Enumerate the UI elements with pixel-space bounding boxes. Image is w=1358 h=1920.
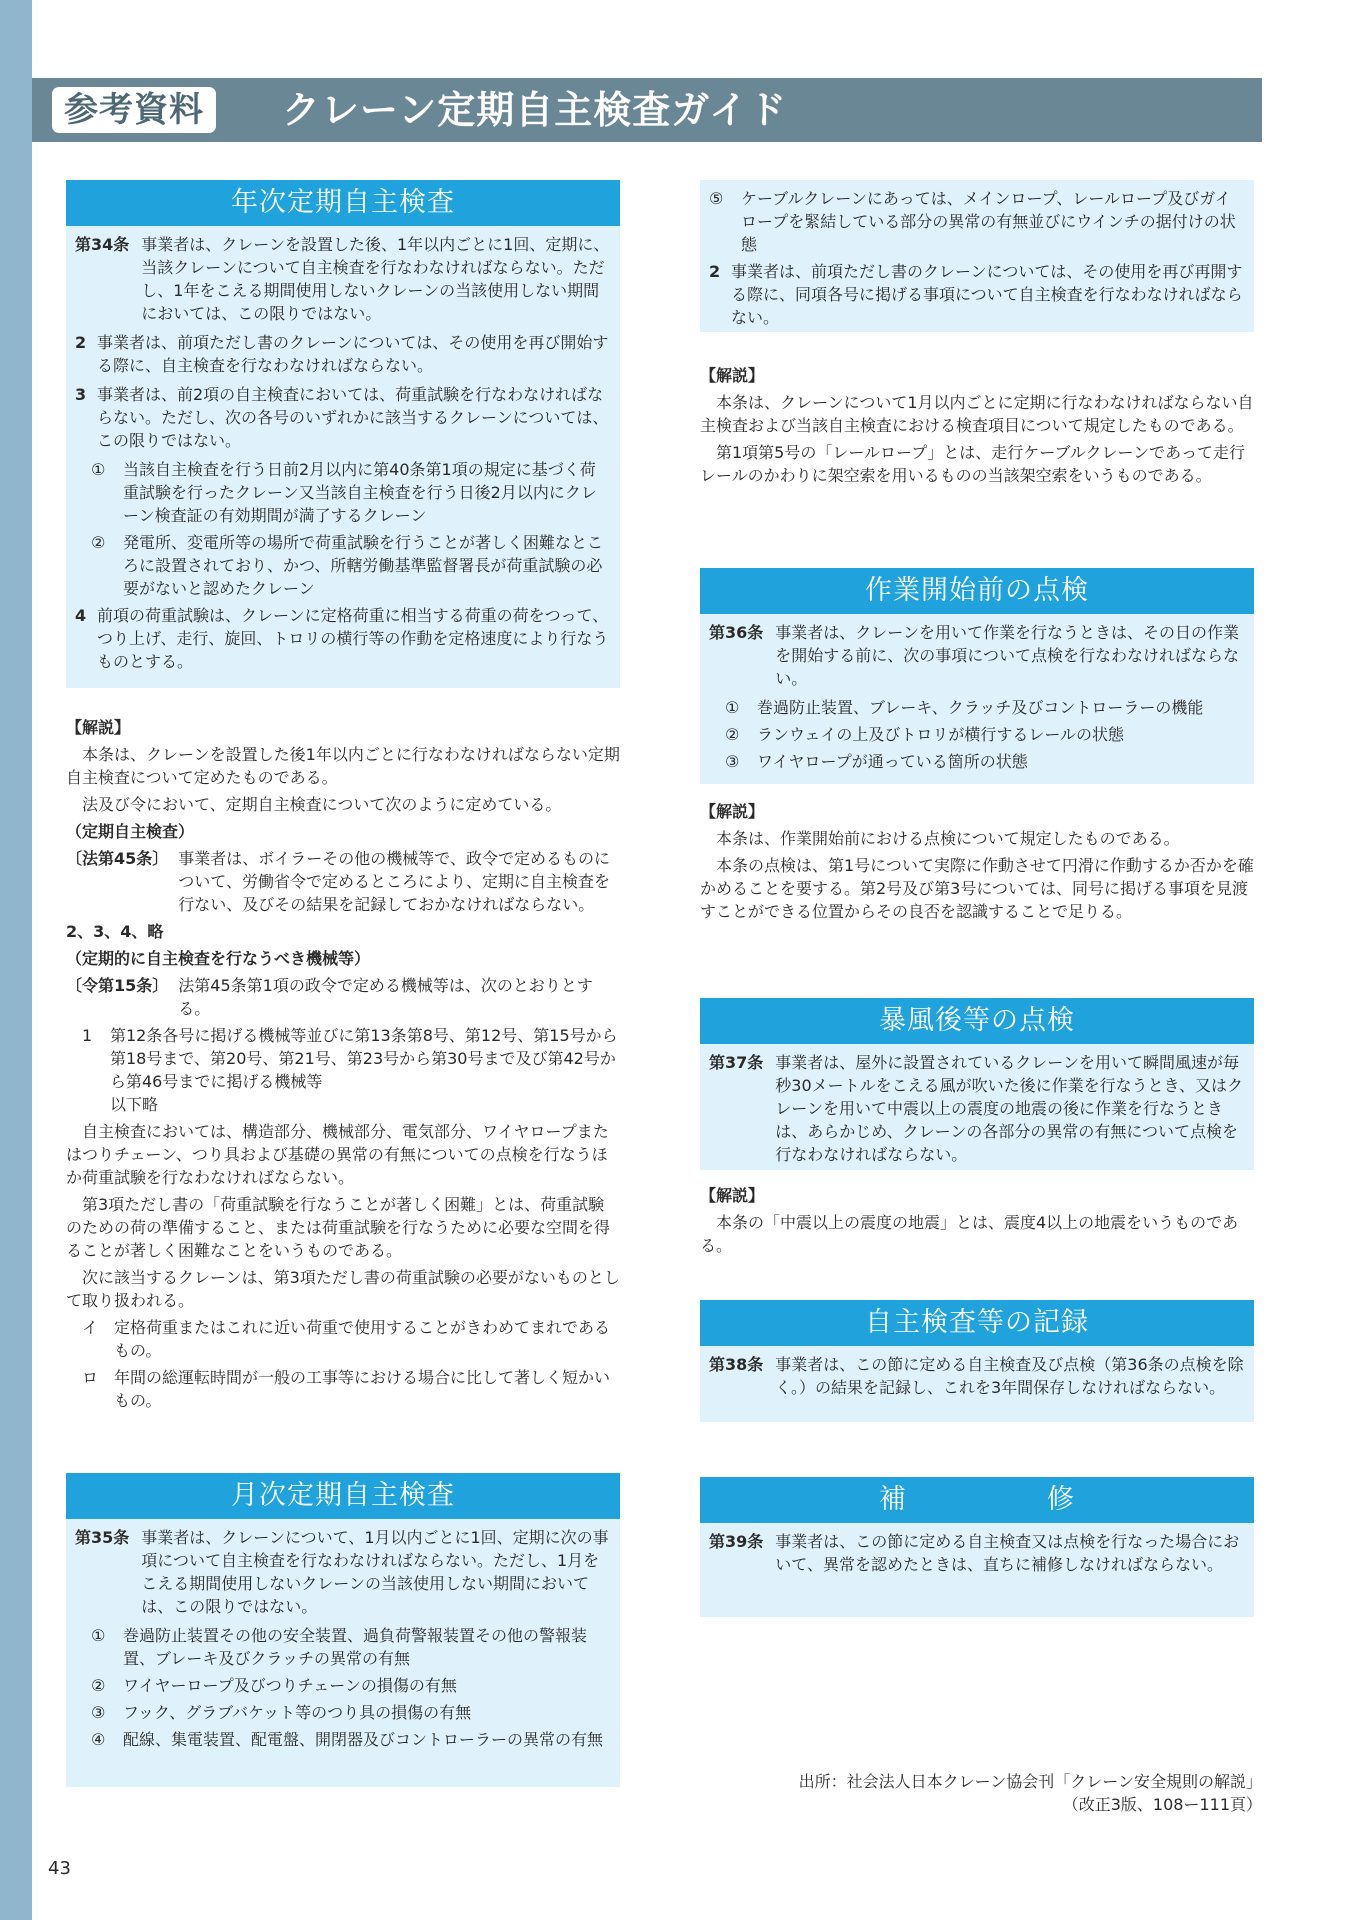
item-marker: イ bbox=[82, 1318, 99, 1337]
article-35 bbox=[75, 1526, 611, 1618]
article-36-box bbox=[700, 614, 1254, 784]
item-text: ケーブルクレーンにあっては、メインロープ、レールロープ及びガイロープを緊結している部分の異常の有無並びにウインチの据付けの状態 bbox=[741, 189, 1236, 254]
order-text: 法第45条第1項の政令で定める機械等は、次のとおりとする。 bbox=[178, 976, 593, 1018]
item-text: 配線、集電装置、配電盤、開閉器及びコントローラーの異常の有無 bbox=[123, 1730, 604, 1749]
item-text: ワイヤーロープ及びつりチェーンの損傷の有無 bbox=[123, 1676, 457, 1695]
list-item bbox=[91, 531, 611, 600]
item-marker: ③ bbox=[725, 752, 740, 771]
page-title: クレーン定期自主検査ガイド bbox=[282, 88, 788, 132]
commentary-text: 本条の「中震以上の震度の地震」とは、震度4以上の地震をいうものである。 bbox=[700, 1213, 1239, 1255]
commentary-heading: 【解説】 bbox=[66, 718, 131, 737]
article-38 bbox=[709, 1353, 1245, 1399]
list-item bbox=[91, 1701, 611, 1724]
item-marker: ⑤ bbox=[709, 189, 724, 208]
article-text: 事業者は、クレーンを設置した後、1年以内ごとに1回、定期に、当該クレーンについて自主検査を行なわなければならない。ただし、1年をこえる期間使用しないクレーンの当該使用しない期間においては、この限りではない。 bbox=[141, 235, 610, 323]
list-item bbox=[91, 458, 611, 527]
paragraph-2 bbox=[75, 331, 611, 377]
paragraph-3 bbox=[75, 383, 611, 452]
item-text: ワイヤロープが通っている箇所の状態 bbox=[757, 752, 1028, 771]
article-36 bbox=[709, 621, 1245, 690]
article-37 bbox=[709, 1051, 1245, 1166]
commentary-34 bbox=[66, 716, 620, 1416]
item-text: 発電所、変電所等の場所で荷重試験を行うことが著しく困難なところに設置されており、かつ、所轄労働基準監督署長が荷重試験の必要がないと認めたクレーン bbox=[123, 533, 604, 598]
list-item bbox=[725, 696, 1245, 719]
article-text: 事業者は、この節に定める自主検査又は点検を行なった場合において、異常を認めたときは、直ちに補修しなければならない。 bbox=[775, 1532, 1240, 1574]
commentary-heading: 【解説】 bbox=[700, 366, 765, 385]
item-text: 定格荷重またはこれに近い荷重で使用することがきわめてまれであるもの。 bbox=[114, 1318, 611, 1360]
omitted-note: 以下略 bbox=[110, 1095, 159, 1114]
law-45 bbox=[66, 847, 620, 916]
item-marker: ④ bbox=[91, 1730, 106, 1749]
article-label: 第35条 bbox=[75, 1528, 130, 1547]
law-label: 〔法第45条〕 bbox=[66, 849, 169, 868]
side-strip bbox=[0, 0, 32, 1920]
item-marker: ② bbox=[91, 1676, 106, 1695]
commentary-text: 自主検査においては、構造部分、機械部分、電気部分、ワイヤロープまたはつりチェーン、つり具および基礎の異常の有無についての点検を行なうほか荷重試験を行なわなければならない。 bbox=[66, 1122, 609, 1187]
paragraph-number: 2 bbox=[709, 262, 721, 281]
paragraph-text: 事業者は、前項ただし書のクレーンについては、その使用を再び開始する際に、自主検査を行なわなければならない。 bbox=[97, 333, 609, 375]
commentary-text: 本条は、クレーンを設置した後1年以内ごとに行なわなければならない定期自主検査について定めたものである。 bbox=[66, 745, 620, 787]
list-item bbox=[91, 1728, 611, 1751]
subheading: （定期自主検査） bbox=[66, 822, 195, 841]
item-text: 当該自主検査を行う日前2月以内に第40条第1項の規定に基づく荷重試験を行ったクレーン又当該自主検査を行う日後2月以内にクレーン検査証の有効期間が満了するクレーン bbox=[123, 460, 597, 525]
item-text: 第12条各号に掲げる機械等並びに第13条第8号、第12号、第15号から第18号まで、第20号、第21号、第23号から第30号まで及び第42号から第46号までに掲げる機械等 bbox=[110, 1026, 618, 1091]
commentary-text: 本条の点検は、第1号について実際に作動させて円滑に作動するか否かを確かめることを要する。第2号及び第3号については、同号に掲げる事項を見渡すことができる位置からその良否を認識することで足りる。 bbox=[700, 856, 1254, 921]
commentary-text: 本条は、クレーンについて1月以内ごとに定期に行なわなければならない自主検査および当該自主検査における検査項目について規定したものである。 bbox=[700, 393, 1254, 435]
order-item-1 bbox=[82, 1024, 620, 1093]
source-line: （改正3版、108ー111頁） bbox=[1062, 1795, 1262, 1814]
item-marker: ロ bbox=[82, 1368, 99, 1387]
list-item bbox=[709, 187, 1245, 256]
section-title-annual: 年次定期自主検査 bbox=[66, 180, 620, 226]
list-item bbox=[91, 1674, 611, 1697]
commentary-text: 次に該当するクレーンは、第3項ただし書の荷重試験の必要がないものとして取り扱われる。 bbox=[66, 1268, 620, 1310]
article-text: 事業者は、クレーンについて、1月以内ごとに1回、定期に次の事項について自主検査を行なわなければならない。ただし、1月をこえる期間使用しないクレーンの当該使用しない期間においては、この限りではない。 bbox=[141, 1528, 609, 1616]
commentary-35 bbox=[700, 364, 1254, 491]
paragraph-4 bbox=[75, 604, 611, 673]
item-text: 巻過防止装置、ブレーキ、クラッチ及びコントローラーの機能 bbox=[757, 698, 1204, 717]
abbreviation: 2、3、4、略 bbox=[66, 922, 164, 941]
commentary-text: 法及び令において、定期自主検査について次のように定めている。 bbox=[82, 795, 562, 814]
item-marker: ① bbox=[91, 460, 106, 479]
article-38-box bbox=[700, 1346, 1254, 1422]
item-marker: ① bbox=[91, 1626, 106, 1645]
item-text: フック、グラブバケット等のつり具の損傷の有無 bbox=[123, 1703, 472, 1722]
commentary-heading: 【解説】 bbox=[700, 802, 765, 821]
order-label: 〔令第15条〕 bbox=[66, 976, 169, 995]
subheading: （定期的に自主検査を行なうべき機械等） bbox=[66, 949, 371, 968]
article-39-box bbox=[700, 1523, 1254, 1617]
list-item bbox=[725, 723, 1245, 746]
paragraph-number: 3 bbox=[75, 385, 87, 404]
commentary-36 bbox=[700, 800, 1254, 927]
list-item bbox=[82, 1366, 620, 1412]
article-text: 事業者は、この節に定める自主検査及び点検（第36条の点検を除く。）の結果を記録し、これを3年間保存しなければならない。 bbox=[775, 1355, 1244, 1397]
commentary-37 bbox=[700, 1184, 1254, 1261]
item-marker: ② bbox=[91, 533, 106, 552]
article-label: 第34条 bbox=[75, 235, 130, 254]
paragraph-text: 事業者は、前項ただし書のクレーンについては、その使用を再び再開する際に、同項各号に掲げる事項について自主検査を行なわなければならない。 bbox=[731, 262, 1243, 327]
law-text: 事業者は、ボイラーその他の機械等で、政令で定めるものについて、労働省令で定めるところにより、定期に自主検査を行ない、及びその結果を記録しておかなければならない。 bbox=[178, 849, 610, 914]
item-text: 巻過防止装置その他の安全装置、過負荷警報装置その他の警報装置、ブレーキ及びクラッチの異常の有無 bbox=[123, 1626, 588, 1668]
reference-badge: 参考資料 bbox=[52, 87, 216, 133]
article-text: 事業者は、クレーンを用いて作業を行なうときは、その日の作業を開始する前に、次の事項について点検を行なわなければならない。 bbox=[775, 623, 1239, 688]
section-title-records: 自主検査等の記録 bbox=[700, 1300, 1254, 1346]
item-text: ランウェイの上及びトロリが横行するレールの状態 bbox=[757, 725, 1125, 744]
list-item bbox=[91, 1624, 611, 1670]
page-header bbox=[32, 78, 1262, 142]
article-34-box bbox=[66, 226, 620, 688]
article-35-continued-box bbox=[700, 180, 1254, 332]
commentary-text: 本条は、作業開始前における点検について規定したものである。 bbox=[716, 829, 1180, 848]
article-37-box bbox=[700, 1044, 1254, 1170]
source-line: 出所：社会法人日本クレーン協会刊「クレーン安全規則の解説」 bbox=[798, 1772, 1262, 1791]
paragraph-number: 2 bbox=[75, 333, 87, 352]
page-number: 43 bbox=[48, 1858, 71, 1879]
article-label: 第38条 bbox=[709, 1355, 764, 1374]
list-item bbox=[82, 1316, 620, 1362]
article-label: 第36条 bbox=[709, 623, 764, 642]
item-number: 1 bbox=[82, 1026, 93, 1045]
paragraph-text: 事業者は、前2項の自主検査においては、荷重試験を行なわなければならない。ただし、次の各号のいずれかに該当するクレーンについては、この限りではない。 bbox=[97, 385, 609, 450]
section-title-after-storm: 暴風後等の点検 bbox=[700, 998, 1254, 1044]
commentary-heading: 【解説】 bbox=[700, 1186, 765, 1205]
article-text: 事業者は、屋外に設置されているクレーンを用いて瞬間風速が毎秒30メートルをこえる風が吹いた後に作業を行なうとき、又はクレーンを用いて中震以上の震度の地震の後に作業を行なうときは、あらかじめ、クレーンの各部分の異常の有無について点検を行なわなければならない。 bbox=[775, 1053, 1244, 1164]
commentary-text: 第3項ただし書の「荷重試験を行なうことが著しく困難」とは、荷重試験のための荷の準備すること、または荷重試験を行なうために必要な空間を得ることが著しく困難なことをいうものである。 bbox=[66, 1195, 611, 1260]
article-35-box bbox=[66, 1519, 620, 1787]
list-item bbox=[725, 750, 1245, 773]
article-label: 第37条 bbox=[709, 1053, 764, 1072]
section-title-pre-work: 作業開始前の点検 bbox=[700, 568, 1254, 614]
article-label: 第39条 bbox=[709, 1532, 764, 1551]
paragraph-text: 前項の荷重試験は、クレーンに定格荷重に相当する荷重の荷をつって、つり上げ、走行、旋回、トロリの横行等の作動を定格速度により行なうものとする。 bbox=[97, 606, 609, 671]
commentary-text: 第1項第5号の「レールロープ」とは、走行ケーブルクレーンであって走行レールのかわりに架空索を用いるものの当該架空索をいうものである。 bbox=[700, 443, 1246, 485]
item-marker: ① bbox=[725, 698, 740, 717]
item-marker: ② bbox=[725, 725, 740, 744]
article-39 bbox=[709, 1530, 1245, 1576]
section-title-repair: 補 修 bbox=[700, 1477, 1254, 1523]
paragraph-number: 4 bbox=[75, 606, 87, 625]
item-text: 年間の総運転時間が一般の工事等における場合に比して著しく短かいもの。 bbox=[114, 1368, 611, 1410]
order-15 bbox=[66, 974, 620, 1020]
item-marker: ③ bbox=[91, 1703, 106, 1722]
section-title-monthly: 月次定期自主検査 bbox=[66, 1473, 620, 1519]
article-34 bbox=[75, 233, 611, 325]
paragraph-2 bbox=[709, 260, 1245, 329]
source-citation bbox=[799, 1770, 1262, 1816]
